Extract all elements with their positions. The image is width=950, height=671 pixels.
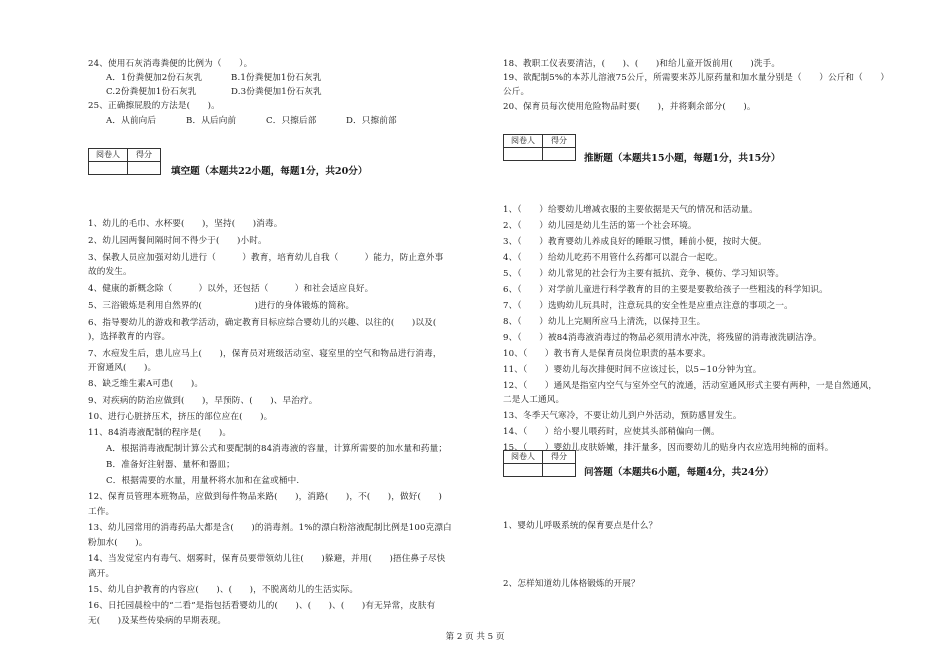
text-line: 10、（ ）教书育人是保育员岗位职责的基本要求。 <box>503 349 712 359</box>
text-line: 10、进行心脏挤压术，挤压的部位应在( )。 <box>88 412 273 422</box>
text-line: 开窗通风( )。 <box>88 363 157 373</box>
score-label: 得分 <box>128 149 161 162</box>
option-a: A．从前向后 <box>106 116 157 126</box>
text-line: 1、幼儿的毛巾、水杯要( )，坚持( )消毒。 <box>88 219 283 229</box>
option-c: C.2份粪便加1份石灰乳 <box>106 87 197 97</box>
text-line: 6、（ ）对学前儿童进行科学教育的目的主要是要教给孩子一些粗浅的科学知识。 <box>503 285 828 295</box>
text-line: B．准备好注射器、量杯和器皿； <box>106 460 235 470</box>
score-box <box>503 134 576 161</box>
option-b: B．从后向前 <box>186 116 237 126</box>
text-line: 6、指导婴幼儿的游戏和教学活动，确定教育目标应综合婴幼儿的兴趣、以往的( )以及( <box>88 318 454 328</box>
text-line: 离开。 <box>88 569 115 579</box>
score-cell <box>543 464 576 477</box>
text-line: 12、（ ）通风是指室内空气与室外空气的流通，活动室通风形式主要有两种，一是自然通风， <box>503 381 878 391</box>
text-line: 7、（ ）选购幼儿玩具时，注意玩具的安全性是应重点注意的事项之一。 <box>503 301 793 311</box>
question-24-options-row2 <box>106 86 322 98</box>
question-24-options-row1 <box>106 72 322 84</box>
text-line: 16、日托园晨检中的“二看”是指包括看婴幼儿的( )、( )、( )有无异常，皮肤有 <box>88 601 436 611</box>
text-line: 无( )及某些传染病的早期表现。 <box>88 616 227 626</box>
text-line: 5、三浴锻炼是利用自然界的( )进行的身体锻炼的简称。 <box>88 301 355 311</box>
score-label: 得分 <box>543 135 576 148</box>
question-18: 18、教职工仪表要清洁，( )、( )和给儿童开饭前用( )洗手。 <box>503 59 781 69</box>
text-line: 15、（ ）婴幼儿皮肤娇嫩，排汗量多，因而婴幼儿的贴身内衣应选用纯棉的面料。 <box>503 443 834 453</box>
question-24: 24、使用石灰消毒粪便的比例为（ ）。 <box>88 59 253 69</box>
text-line: 5、（ ）幼儿常见的社会行为主要有抵抗、竞争、模仿、学习知识等。 <box>503 269 785 279</box>
text-line: 2、幼儿园两餐间隔时间不得少于( )小时。 <box>88 236 267 246</box>
text-line: A．根据消毒液配制计算公式和要配制的84消毒液的容量，计算所需要的加水量和药量； <box>106 444 448 454</box>
text-line: 二是人工通风。 <box>503 395 565 405</box>
text-line: 3、保教人员应加强对幼儿进行（ ）教育，培育幼儿自我（ ）能力，防止意外事 <box>88 253 444 263</box>
reviewer-label: 阅卷人 <box>504 451 543 464</box>
qa-question-1: 1、婴幼儿呼吸系统的保育要点是什么？ <box>503 521 658 531</box>
question-19: 19、欲配制5%的本苏儿溶液75公斤，所需要来苏儿原药量和加水量分别是（ ）公斤和（ ） <box>503 73 890 83</box>
score-cell <box>128 162 161 175</box>
text-line: 9、对疾病的防治应做到( )，早预防、( )、早治疗。 <box>88 396 318 406</box>
score-box <box>88 148 161 175</box>
question-25-options <box>106 115 397 127</box>
text-line: 15、幼儿自护教育的内容应( )、( )，不脱离幼儿的生活实际。 <box>88 585 359 595</box>
text-line: 14、当发觉室内有毒气、烟雾时，保育员要带领幼儿往( )躲避，并用( )捂住鼻子尽快 <box>88 554 446 564</box>
text-line: 12、保育员管理本班物品，应做到每件物品来路( )，消路( )，不( )，做好( ) <box>88 492 443 502</box>
question-25: 25、正确擦屁股的方法是( )。 <box>88 101 220 111</box>
section-title-fill-blank: 填空题（本题共22小题，每题1分，共20分） <box>171 166 368 177</box>
score-box <box>503 450 576 477</box>
text-line: 3、（ ）教育婴幼儿养成良好的睡眠习惯，睡前小便，按时大便。 <box>503 237 767 247</box>
option-d: D．只擦前部 <box>346 116 397 126</box>
text-line: 13、冬季天气寒冷，不要让幼儿到户外活动，预防感冒发生。 <box>503 411 742 421</box>
text-line: 13、幼儿园常用的消毒药品大都是含( )的消毒剂。1%的漂白粉溶液配制比例是100克漂白 <box>88 523 452 533</box>
text-line: 工作。 <box>88 507 115 517</box>
text-line: C．根据需要的水量，用量杯将水加和在盆或桶中. <box>106 476 300 486</box>
option-c: C．只擦后部 <box>266 116 317 126</box>
qa-question-2: 2、怎样知道幼儿体格锻炼的开展？ <box>503 579 640 589</box>
reviewer-label: 阅卷人 <box>89 149 128 162</box>
text-line: )，选择教育的内容。 <box>88 332 171 342</box>
text-line: 9、（ ）被84消毒液消毒过的物品必须用清水冲洗，将残留的消毒液洗刷洁净。 <box>503 333 822 343</box>
reviewer-label: 阅卷人 <box>504 135 543 148</box>
text-line: 14、（ ）给小婴儿喂药时，应使其头部稍偏向一侧。 <box>503 427 720 437</box>
reviewer-cell <box>504 148 543 161</box>
text-line: 4、（ ）给幼儿吃药不用管什么药都可以混合一起吃。 <box>503 253 723 263</box>
page-footer: 第 2 页 共 5 页 <box>445 632 505 642</box>
section-title-qa: 问答题（本题共6小题，每题4分，共24分） <box>584 467 774 478</box>
reviewer-cell <box>89 162 128 175</box>
text-line: 故的发生。 <box>88 267 132 277</box>
text-line: 8、（ ）幼儿上完厕所应马上清洗，以保持卫生。 <box>503 317 706 327</box>
option-b: B.1份粪便加1份石灰乳 <box>231 73 322 83</box>
option-a: A．1份粪便加2份石灰乳 <box>106 73 203 83</box>
option-d: D.3份粪便加1份石灰乳 <box>231 87 322 97</box>
section-title-judgement: 推断题（本题共15小题，每题1分，共15分） <box>584 153 781 164</box>
text-line: 粉加水( )。 <box>88 538 148 548</box>
text-line: 4、健康的新概念除（ ）以外，还包括（ ）和社会适应良好。 <box>88 284 374 294</box>
text-line: 7、水痘发生后，患儿应马上( )，保育员对班级活动室、寝室里的空气和物品进行消毒， <box>88 349 442 359</box>
text-line: 11、84消毒液配制的程序是( )。 <box>88 428 232 438</box>
text-line: 1、（ ）给婴幼儿增减衣服的主要依据是天气的情况和活动量。 <box>503 205 758 215</box>
score-cell <box>543 148 576 161</box>
text-line: 11、（ ）婴幼儿每次排便时间不应该过长，以5~10分钟为宜。 <box>503 365 762 375</box>
score-label: 得分 <box>543 451 576 464</box>
reviewer-cell <box>504 464 543 477</box>
text-line: 8、缺乏维生素A可患( )。 <box>88 379 204 389</box>
question-20: 20、保育员每次使用危险物品时要( )，并将剩余部分( )。 <box>503 102 756 112</box>
question-19-cont: 公斤。 <box>503 87 530 97</box>
text-line: 2、（ ）幼儿园是幼儿生活的第一个社会环境。 <box>503 221 697 231</box>
